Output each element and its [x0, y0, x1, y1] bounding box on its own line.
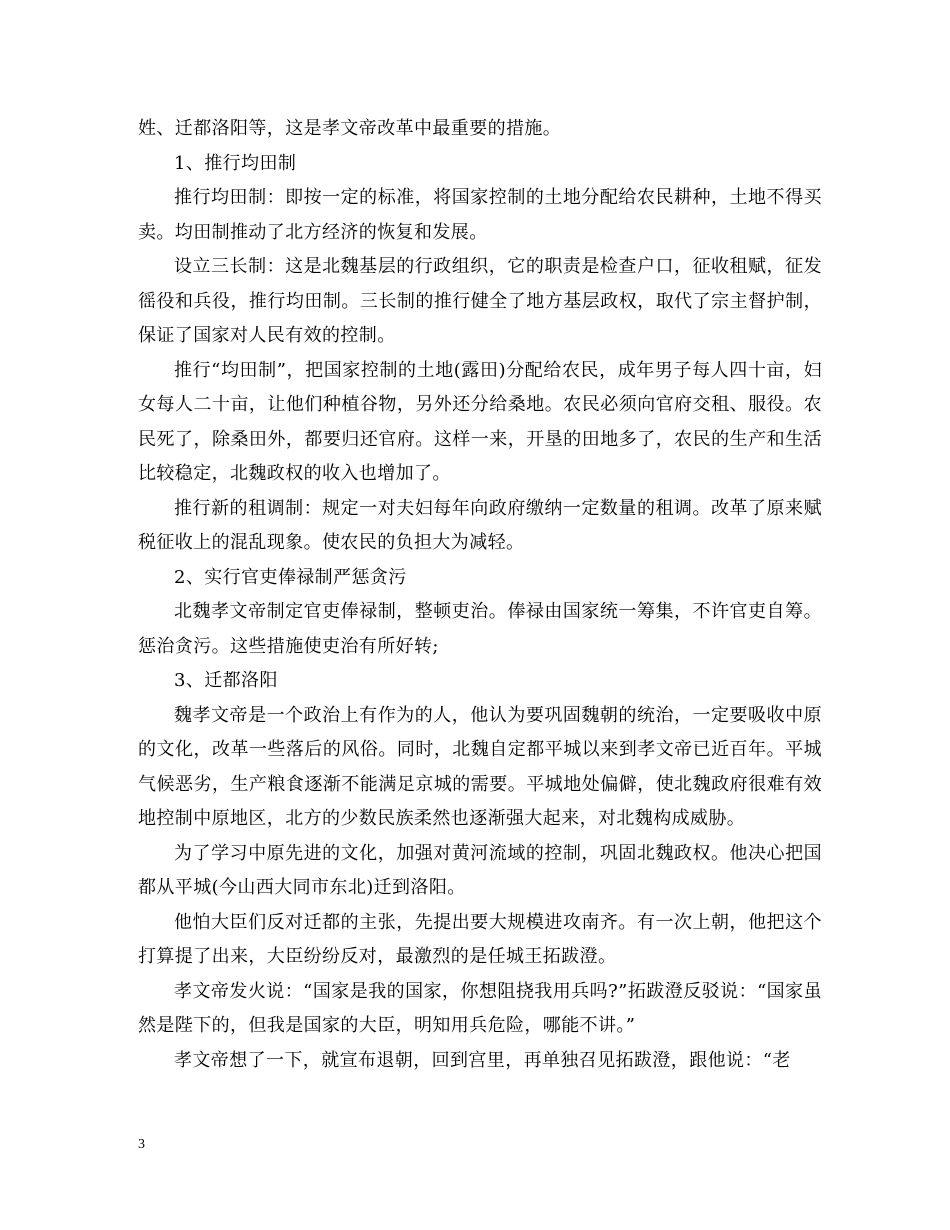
paragraph-tax-system: 推行新的租调制：规定一对夫妇每年向政府缴纳一定数量的租调。改革了原来赋税征收上的混乱现象。使农民的负担大为减轻。 — [138, 497, 822, 553]
section-heading-move-capital: 3、迁都洛阳 — [174, 670, 278, 691]
document-body — [138, 112, 822, 1078]
page-number: 3 — [138, 1137, 145, 1152]
section-heading-salary-system: 2、实行官吏俸禄制严惩贪污 — [174, 566, 407, 588]
paragraph-ministers-oppose: 他怕大臣们反对迁都的主张，先提出要大规模进攻南齐。有一次上朝，他把这个打算提了出来，大臣纷纷反对，最激烈的是任城王拓跋澄。 — [138, 911, 822, 967]
paragraph-three-chiefs: 设立三长制：这是北魏基层的行政组织，它的职责是检查户口，征收租赋，征发徭役和兵役，推行均田制。三长制的推行健全了地方基层政权，取代了宗主督护制，保证了国家对人民有效的控制。 — [138, 256, 822, 346]
paragraph-move-capital-decision: 为了学习中原先进的文化，加强对黄河流域的控制，巩固北魏政权。他决心把国都从平城(今山西大同市东北)迁到洛阳。 — [138, 842, 822, 898]
paragraph-equal-field: 推行均田制：即按一定的标准，将国家控制的土地分配给农民耕种，土地不得买卖。均田制推动了北方经济的恢复和发展。 — [138, 187, 822, 243]
paragraph-dialogue: 孝文帝发火说：“国家是我的国家，你想阻挠我用兵吗?”拓跋澄反驳说：“国家虽然是陛下的，但我是国家的大臣，明知用兵危险，哪能不讲。” — [138, 980, 822, 1036]
paragraph-continuation: 姓、迁都洛阳等，这是孝文帝改革中最重要的措施。 — [138, 118, 562, 139]
paragraph-equal-field-detail: 推行“均田制”，把国家控制的土地(露田)分配给农民，成年男子每人四十亩，妇女每人二十亩，让他们种植谷物，另外还分给桑地。农民必须向官府交租、服役。农民死了，除桑田外，都要归还官府。这样一来，开垦的田地多了，农民的生产和生活比较稳定，北魏政权的收入也增加了。 — [138, 359, 822, 484]
paragraph-private-audience: 孝文帝想了一下，就宣布退朝，回到宫里，再单独召见拓跋澄，跟他说：“老 — [174, 1049, 791, 1071]
paragraph-move-capital-reason: 魏孝文帝是一个政治上有作为的人，他认为要巩固魏朝的统治，一定要吸收中原的文化，改革一些落后的风俗。同时，北魏自定都平城以来到孝文帝已近百年。平城气候恶劣，生产粮食逐渐不能满足京城的需要。平城地处偏僻，使北魏政府很难有效地控制中原地区，北方的少数民族柔然也逐渐强大起来，对北魏构成威胁。 — [138, 704, 822, 829]
section-heading-equal-field: 1、推行均田制 — [174, 152, 297, 174]
paragraph-salary-system: 北魏孝文帝制定官吏俸禄制，整顿吏治。俸禄由国家统一筹集，不许官吏自筹。惩治贪污。这些措施使吏治有所好转; — [138, 601, 822, 657]
